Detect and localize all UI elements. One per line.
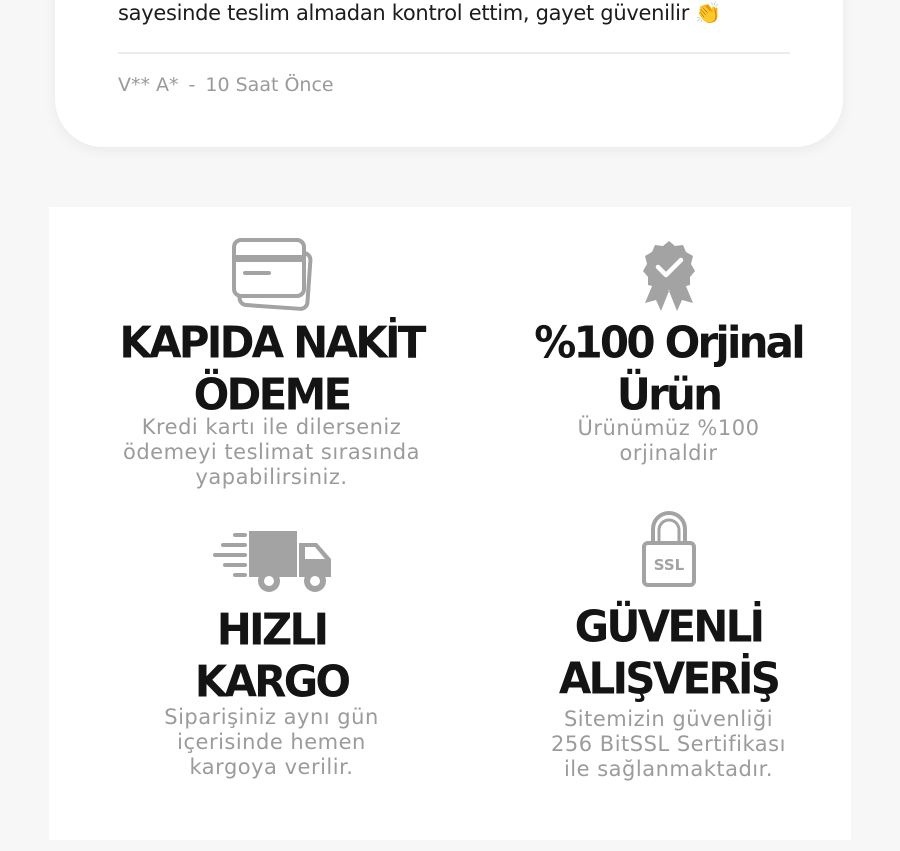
delivery-truck-icon: [211, 529, 333, 593]
feature-title: [115, 317, 428, 421]
feature-desc-line: orjinaldir: [619, 441, 718, 465]
feature-desc-line: Kredi kartı ile dilerseniz: [141, 415, 402, 439]
feature-desc-line: içerisinde hemen: [177, 730, 366, 754]
review-author: V** A*: [118, 74, 179, 96]
feature-description: [115, 705, 428, 780]
review-meta: [118, 74, 334, 96]
feature-desc-line: Ürünümüz %100: [577, 416, 760, 440]
feature-fast-shipping: [115, 507, 428, 797]
feature-description: [512, 416, 825, 466]
feature-description: [115, 415, 428, 490]
feature-desc-line: kargoya verilir.: [189, 755, 354, 779]
feature-desc-line: Sitemizin güvenliği: [563, 707, 774, 731]
feature-cash-on-delivery: [115, 207, 428, 497]
credit-card-icon: [231, 237, 313, 311]
feature-description: [512, 707, 825, 782]
feature-title: [512, 601, 825, 705]
feature-title-line: KAPIDA NAKİT: [119, 317, 424, 368]
feature-desc-line: 256 BitSSL Sertifikası: [551, 732, 786, 756]
feature-secure-shopping: [512, 507, 825, 797]
feature-title-line: HIZLI: [216, 604, 327, 655]
feature-title-line: KARGO: [194, 656, 349, 707]
feature-title-line: GÜVENLİ: [574, 601, 763, 652]
review-text: sayesinde teslim almadan kontrol ettim, gayet güvenilir 👏: [118, 1, 722, 25]
feature-title-line: %100 Orjinal: [534, 317, 803, 368]
feature-title-line: Ürün: [616, 369, 721, 420]
review-time: 10 Saat Önce: [205, 74, 334, 96]
feature-original-product: [512, 207, 825, 497]
feature-title-line: ALIŞVERİŞ: [558, 653, 779, 704]
feature-desc-line: Siparişiniz aynı gün: [164, 705, 379, 729]
feature-title-line: ÖDEME: [193, 369, 350, 420]
feature-desc-line: ödemeyi teslimat sırasında: [123, 440, 420, 464]
feature-desc-line: ile sağlanmaktadır.: [563, 757, 774, 781]
feature-title: [115, 604, 428, 708]
review-meta-separator: -: [188, 74, 196, 96]
ssl-lock-icon: [641, 509, 697, 587]
ssl-icon-text: SSL: [653, 556, 684, 574]
feature-title: [512, 317, 825, 421]
features-section: [49, 207, 851, 840]
feature-desc-line: yapabilirsiniz.: [195, 465, 348, 489]
award-badge-icon: [641, 239, 697, 315]
review-card: [55, 0, 843, 147]
review-divider: [118, 52, 790, 54]
